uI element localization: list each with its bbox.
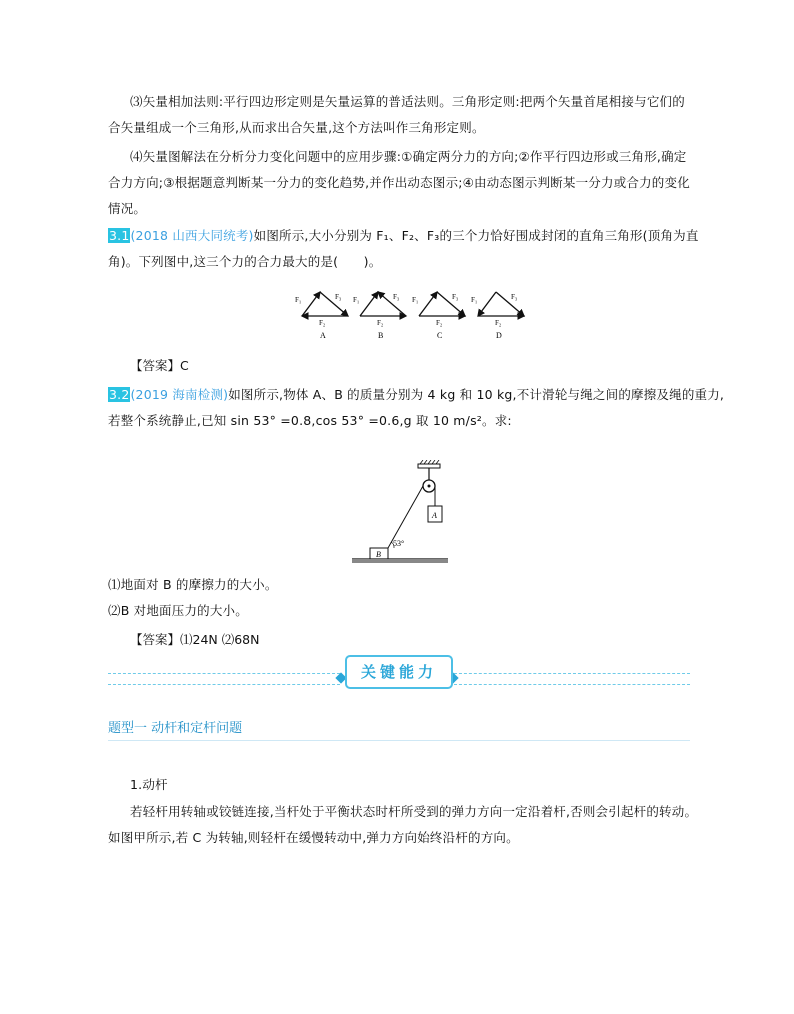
question-source: (2018 山西大同统考) xyxy=(130,228,254,243)
label-f1: F₁ xyxy=(353,296,360,304)
block-b-label: B xyxy=(376,550,381,559)
question-tag: 3.2 xyxy=(109,387,130,402)
question-source: (2019 海南检测) xyxy=(130,387,229,402)
para4-line3: 情况。 xyxy=(108,201,147,216)
section-title: 题型一 动杆和定杆问题 xyxy=(108,721,243,736)
question-3-2-sub1: ⑴地面对 B 的摩擦力的大小。 xyxy=(108,577,278,592)
triangle-figure-a xyxy=(295,292,348,340)
rod-line2: 如图甲所示,若 C 为转轴,则轻杆在缓慢转动中,弹力方向始终沿杆的方向。 xyxy=(108,830,519,845)
force-triangle-figures xyxy=(288,286,538,342)
label-f2: F₂ xyxy=(377,319,384,327)
question-text: 如图所示,物体 A、B 的质量分别为 4 kg 和 10 kg,不计滑轮与绳之间的摩擦及绳的重力, xyxy=(228,387,725,402)
para4-line2: 合力方向;③根据题意判断某一分力的变化趋势,并作出动态图示;④由动态图示判断某一分力或合力的变化 xyxy=(108,175,690,190)
banner-divider-left xyxy=(108,673,340,685)
answer-3-1: 【答案】C xyxy=(130,358,189,373)
rod-heading: 1.动杆 xyxy=(130,777,168,792)
banner-divider-right xyxy=(454,673,690,685)
label-f2: F₂ xyxy=(436,319,443,327)
section-divider xyxy=(108,740,690,741)
question-text: 如图所示,大小分别为 F₁、F₂、F₃的三个力恰好围成封闭的直角三角形(顶角为直 xyxy=(253,228,699,243)
label-f2: F₂ xyxy=(319,319,326,327)
question-3-2-line1 xyxy=(108,385,724,403)
triangle-figure-d xyxy=(471,292,524,340)
label-f3: F₃ xyxy=(511,293,518,301)
label-f3: F₃ xyxy=(335,293,342,301)
triangle-figure-c xyxy=(412,292,465,340)
answer-3-2: 【答案】⑴24N ⑵68N xyxy=(130,632,260,647)
label-f1: F₁ xyxy=(295,296,302,304)
angle-label: 53° xyxy=(393,539,405,548)
section-banner: 关键能力 xyxy=(345,655,453,689)
para3-line2: 合矢量组成一个三角形,从而求出合矢量,这个方法叫作三角形定则。 xyxy=(108,120,485,135)
question-3-1-line2: 角)。下列图中,这三个力的合力最大的是( )。 xyxy=(108,254,382,269)
question-3-2-sub2: ⑵B 对地面压力的大小。 xyxy=(108,603,248,618)
block-a-label: A xyxy=(432,511,437,520)
label-f2: F₂ xyxy=(495,319,502,327)
option-label-a: A xyxy=(320,331,326,340)
label-f3: F₃ xyxy=(393,293,400,301)
question-3-2-line2: 若整个系统静止,已知 sin 53° =0.8,cos 53° =0.6,g 取 10 m/s²。求: xyxy=(108,413,512,428)
question-tag: 3.1 xyxy=(109,228,130,243)
para4-line1: ⑷矢量图解法在分析分力变化问题中的应用步骤:①确定两分力的方向;②作平行四边形或三角形,确定 xyxy=(130,149,687,164)
option-label-d: D xyxy=(496,331,502,340)
para3-line1: ⑶矢量相加法则:平行四边形定则是矢量运算的普适法则。三角形定则:把两个矢量首尾相接与它们的 xyxy=(130,94,685,109)
option-label-c: C xyxy=(437,331,443,340)
triangle-figure-b xyxy=(353,292,406,340)
question-3-1-line1 xyxy=(108,226,699,244)
option-label-b: B xyxy=(378,331,384,340)
label-f1: F₁ xyxy=(471,296,478,304)
pulley-figure xyxy=(348,460,458,566)
label-f3: F₃ xyxy=(452,293,459,301)
label-f1: F₁ xyxy=(412,296,419,304)
rod-line1: 若轻杆用转轴或铰链连接,当杆处于平衡状态时杆所受到的弹力方向一定沿着杆,否则会引起杆的转动。 xyxy=(130,804,698,819)
